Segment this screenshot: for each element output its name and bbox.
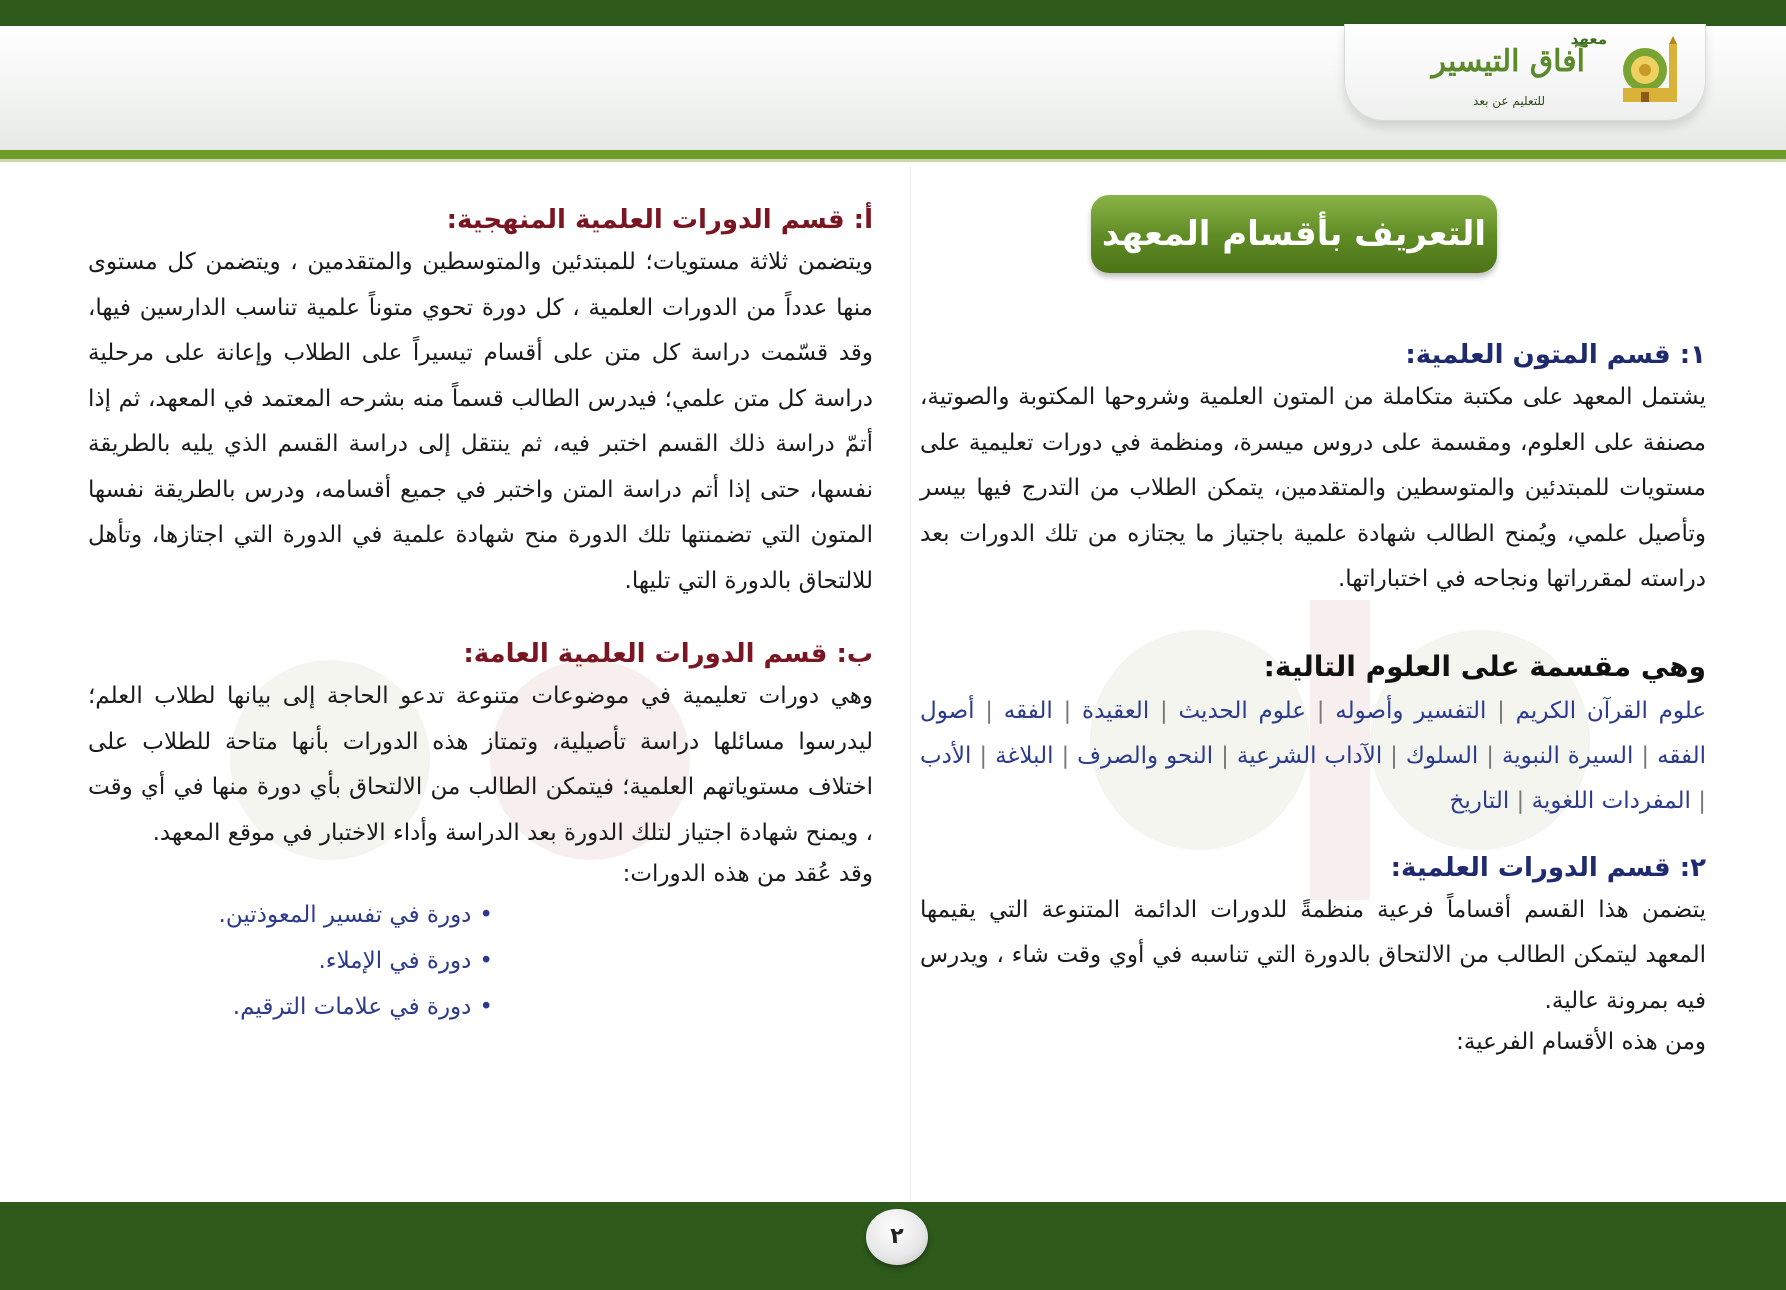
section-title: التعريف بأقسام المعهد [1091, 195, 1497, 273]
separator: | [1486, 697, 1516, 724]
separator: | [1633, 742, 1658, 769]
list-item: •دورة في علامات الترقيم. [232, 994, 493, 1020]
heading-texts-section: ١: قسم المتون العلمية: [1405, 340, 1706, 370]
science-item: النحو والصرف [1077, 742, 1214, 769]
page-number: ٢ [866, 1209, 928, 1265]
science-item: السيرة النبوية [1501, 742, 1634, 769]
science-item: علوم الحديث [1178, 697, 1306, 724]
science-item: الفقه [1003, 697, 1053, 724]
course-label: دورة في تفسير المعوذتين. [218, 902, 472, 928]
science-item: الآداب الشرعية [1236, 742, 1383, 769]
science-item: التاريخ [1449, 787, 1510, 814]
separator: | [1509, 787, 1532, 814]
separator: | [1053, 742, 1078, 769]
separator: | [1478, 742, 1502, 769]
separator: | [1305, 697, 1336, 724]
sciences-heading: وهي مقسمة على العلوم التالية: [1263, 649, 1706, 683]
heading-courses-section: ٢: قسم الدورات العلمية: [1390, 852, 1706, 883]
science-item: الأدب [920, 742, 972, 769]
logo-small-text: معهد [1570, 30, 1607, 48]
top-bar [0, 0, 1786, 26]
list-item: •دورة في تفسير المعوذتين. [218, 902, 493, 928]
science-item: البلاغة [995, 742, 1054, 769]
separator: | [1213, 742, 1237, 769]
list-item: •دورة في الإملاء. [318, 948, 493, 974]
logo-subtitle: للتعليم عن بعد [1473, 94, 1545, 108]
science-item: العقيدة [1082, 697, 1150, 724]
science-item: المفردات اللغوية [1531, 787, 1691, 814]
header-accent-line-light [0, 159, 1786, 162]
general-courses-body: وهي دورات تعليمية في موضوعات متنوعة تدعو الحاجة إلى بيانها لطلاب العلم؛ ليدرسوا مسائلها دراسة تأصيلية، وتمتاز هذه الدورات بأنها متاحة للطلاب على اختلاف مستوياتهم العلمية؛ فيتمكن الطالب من الالتحاق بأي دورة منها في أي وقت ، ويمنح شهادة اجتياز لتلك الدورة بعد الدراسة وأداء الاختبار في موقع المعهد. [88, 683, 873, 846]
methodical-courses-body: ويتضمن ثلاثة مستويات؛ للمبتدئين والمتوسطين والمتقدمين ، ويتضمن كل مستوى منها عدداً من الدورات العلمية ، كل دورة تحوي متوناً علمية تناسب الدارسين فيها، وقد قسّمت دراسة كل متن على أقسام تيسيراً على الطلاب وإعانة على مرحلية دراسة كل متن علمي؛ فيدرس الطالب قسماً منه بشرحه المعتمد في المعهد، ثم إذا أتمّ دراسة ذلك القسم اختبر فيه، ثم ينتقل إلى دراسة القسم الذي يليه بالطريقة نفسها، حتى إذا أتم دراسة المتن واختبر في جميع أقسامه، ودرس بالطريقة نفسها المتون التي تضمنتها تلك الدورة منح شهادة علمية في الدورة التي اجتازها، وتأهل للالتحاق بالدورة التي تليها. [88, 249, 873, 594]
heading-methodical-courses: أ: قسم الدورات العلمية المنهجية: [446, 205, 873, 235]
separator: | [1149, 697, 1179, 724]
separator: | [1052, 697, 1083, 724]
column-divider [910, 166, 911, 1201]
courses-section-subsections-intro: ومن هذه الأقسام الفرعية: [1456, 1029, 1706, 1055]
right-column [920, 335, 1706, 1060]
left-column [88, 200, 873, 1030]
courses-section-body: يتضمن هذا القسم أقساماً فرعية منظمةً للدورات الدائمة المتنوعة التي يقيمها المعهد ليتمكن الطالب من الالتحاق بالدورة التي تناسبه في أوي وقت شاء ، ويدرس فيه بمرونة عالية. [920, 896, 1706, 1014]
separator: | [1382, 742, 1406, 769]
science-item: أصول الفقه [920, 697, 1707, 769]
heading-general-courses: ب: قسم الدورات العلمية العامة: [463, 639, 873, 669]
separator: | [971, 742, 996, 769]
sciences-list [920, 689, 1706, 824]
texts-section-body: يشتمل المعهد على مكتبة متكاملة من المتون العلمية وشروحها المكتوبة والصوتية، مصنفة على العلوم، ومقسمة على دروس ميسرة، ومنظمة في دورات تعليمية على مستويات للمبتدئين والمتوسطين والمتقدمين، يتمكن الطلاب من التدرج فيها بيسر وتأصيل علمي، ويُمنح الطالب شهادة علمية باجتياز ما يجتازه من تلك الدورات بعد دراسته لمقرراتها ونجاحه في اختباراتها. [920, 384, 1706, 592]
institute-logo [1344, 24, 1706, 121]
science-item: علوم القرآن الكريم [1515, 697, 1707, 724]
course-label: دورة في علامات الترقيم. [232, 994, 472, 1020]
course-label: دورة في الإملاء. [318, 948, 472, 974]
separator: | [1690, 787, 1706, 814]
separator: | [974, 697, 1004, 724]
logo-name: آفاق التيسير [1431, 44, 1585, 79]
header-accent-line [0, 150, 1786, 159]
courses-list [88, 892, 873, 1030]
science-item: السلوك [1405, 742, 1479, 769]
general-courses-intro: وقد عُقد من هذه الدورات: [622, 861, 873, 887]
mosque-emblem-icon [1617, 36, 1687, 108]
science-item: التفسير وأصوله [1335, 697, 1487, 724]
